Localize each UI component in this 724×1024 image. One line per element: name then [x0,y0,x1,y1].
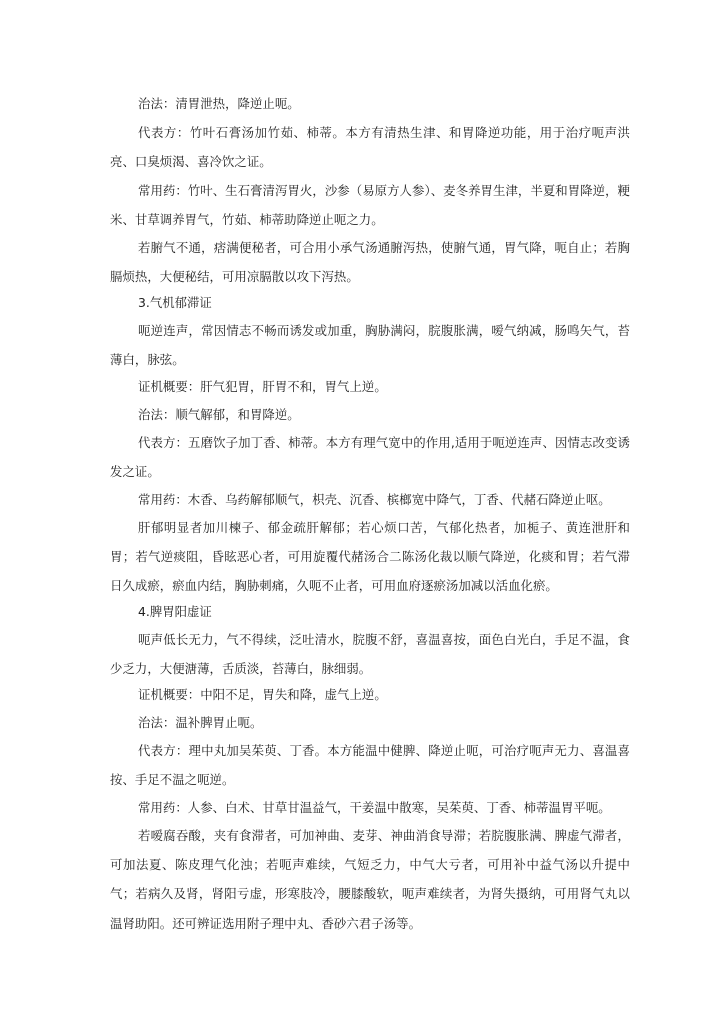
pathogenesis-paragraph: 证机概要：中阳不足，胃失和降，虚气上逆。 [138,687,387,702]
symptoms-paragraph: 呃逆连声，常因情志不畅而诱发或加重，胸胁满闷，脘腹胀满，嗳气纳减，肠鸣矢气，苔薄白，脉弦。 [110,323,630,368]
modification-paragraph: 若嗳腐吞酸，夹有食滞者，可加神曲、麦芽、神曲消食导滞；若脘腹胀满、脾虚气滞者，可加法夏、陈皮理气化浊；若呃声难续，气短乏力，中气大亏者，可用补中益气汤以升提中气；若病久及肾，肾阳亏虚，形寒肢冷，腰膝酸软，呃声难续者，为肾失摄纳，可用肾气丸以温肾助阳。还可辨证选用附子理中丸、香砂六君子汤等。 [110,828,630,931]
treatment-paragraph: 治法：清胃泄热，降逆止呃。 [138,96,300,111]
formula-paragraph: 代表方：理中丸加吴茱萸、丁香。本方能温中健脾、降逆止呃，可治疗呃声无力、喜温喜按、手足不温之呃逆。 [110,743,630,788]
section-heading: 4.脾胃阳虚证 [138,604,212,619]
formula-paragraph: 代表方：五磨饮子加丁香、柿蒂。本方有理气宽中的作用,适用于呃逆连声、因情志改变诱发之证。 [110,435,630,480]
treatment-paragraph: 治法：温补脾胃止呃。 [138,715,263,730]
modification-paragraph: 若腑气不通，痞满便秘者，可合用小承气汤通腑泻热，使腑气通，胃气降，呃自止；若胸膈烦热，大便秘结，可用凉膈散以攻下泻热。 [110,240,630,285]
pathogenesis-paragraph: 证机概要：肝气犯胃，肝胃不和，胃气上逆。 [138,379,387,394]
modification-paragraph: 肝郁明显者加川楝子、郁金疏肝解郁；若心烦口苦，气郁化热者，加栀子、黄连泄肝和胃；若气逆痰阻，昏眩恶心者，可用旋覆代赭汤合二陈汤化裁以顺气降逆，化痰和胃；若气滞日久成瘀，瘀血内结，胸胁刺痛，久呃不止者，可用血府逐瘀汤加减以活血化瘀。 [110,520,630,594]
herbs-paragraph: 常用药：竹叶、生石膏清泻胃火，沙参（易原方人参）、麦冬养胃生津，半夏和胃降逆，粳米、甘草调养胃气，竹茹、柿蒂助降逆止呃之力。 [110,183,630,228]
section-heading: 3.气机郁滞证 [138,295,212,310]
formula-paragraph: 代表方：竹叶石膏汤加竹茹、柿蒂。本方有清热生津、和胃降逆功能，用于治疗呃声洪亮、口臭烦渴、喜冷饮之证。 [110,125,630,170]
herbs-paragraph: 常用药：人参、白术、甘草甘温益气，干姜温中散寒，吴茱萸、丁香、柿蒂温胃平呃。 [138,800,611,815]
symptoms-paragraph: 呃声低长无力，气不得续，泛吐清水，脘腹不舒，喜温喜按，面色白光白，手足不温，食少乏力，大便溏薄，舌质淡，苔薄白，脉细弱。 [110,632,630,677]
herbs-paragraph: 常用药：木香、乌药解郁顺气，枳壳、沉香、槟榔宽中降气，丁香、代赭石降逆止呕。 [138,492,611,507]
treatment-paragraph: 治法：顺气解郁，和胃降逆。 [138,407,300,422]
